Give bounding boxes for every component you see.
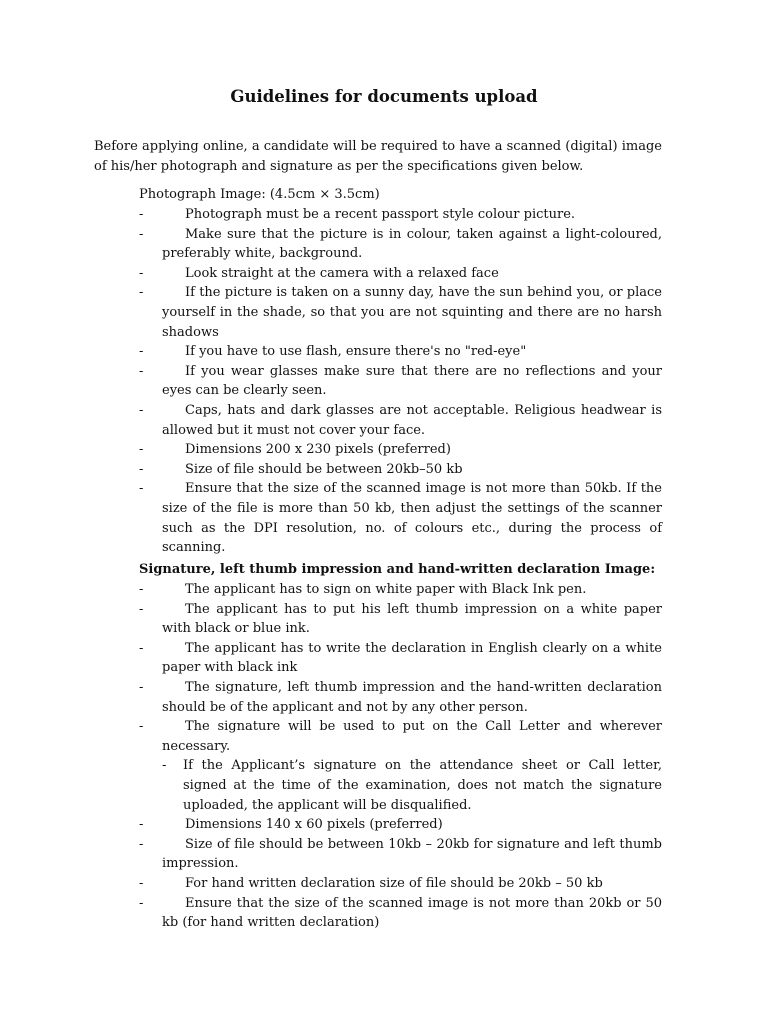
bullet-dash: - bbox=[139, 461, 144, 477]
list-item: - If you have to use flash, ensure there's no "red-eye" bbox=[162, 342, 662, 362]
list-item: - The applicant has to write the declaration in English clearly on a white paper with black ink bbox=[139, 640, 662, 676]
list-item: - The signature will be used to put on the Call Letter and wherever necessary. bbox=[139, 719, 662, 754]
intro-paragraph: Before applying online, a candidate will be required to have a scanned (digital) image of his/her photograph and signature as per the specifications given below. bbox=[94, 139, 662, 174]
bullet-dash: - bbox=[162, 758, 167, 774]
list-item: - If you wear glasses make sure that there are no reflections and your eyes can be clearly seen. bbox=[139, 363, 662, 399]
bullet-dash: - bbox=[139, 640, 144, 656]
list-item: - The applicant has to put his left thumb impression on a white paper with black or blue ink. bbox=[139, 601, 662, 637]
list-item: - For hand written declaration size of file should be 20kb – 50 kb bbox=[162, 874, 662, 894]
signature-heading: Signature, left thumb impression and hand-written declaration Image: bbox=[139, 562, 656, 577]
list-item: - Look straight at the camera with a relaxed face bbox=[162, 264, 662, 284]
bullet-dash: - bbox=[139, 285, 144, 301]
bullet-dash: - bbox=[139, 875, 144, 891]
signature-section bbox=[139, 560, 662, 933]
list-item: - Size of file should be between 10kb – 20kb for signature and left thumb impression. bbox=[139, 836, 662, 872]
list-item: - Size of file should be between 20kb–50 kb bbox=[162, 460, 662, 480]
photograph-section bbox=[139, 185, 662, 558]
bullet-dash: - bbox=[139, 207, 144, 222]
list-item: - The signature, left thumb impression and the hand-written declaration should be of the applicant and not by any other person. bbox=[139, 679, 662, 715]
photograph-heading: Photograph Image: (4.5cm × 3.5cm) bbox=[139, 187, 380, 202]
bullet-dash: - bbox=[139, 265, 144, 281]
document-title: Guidelines for documents upload bbox=[230, 87, 538, 106]
list-item: - Ensure that the size of the scanned image is not more than 20kb or 50 kb (for hand written declaration) bbox=[139, 895, 662, 931]
photograph-guidelines-list bbox=[139, 205, 662, 558]
bullet-dash: - bbox=[139, 402, 144, 418]
list-item: - Dimensions 200 x 230 pixels (preferred) bbox=[162, 440, 662, 460]
bullet-dash: - bbox=[139, 226, 144, 242]
bullet-dash: - bbox=[139, 817, 144, 833]
list-item: - If the Applicant’s signature on the attendance sheet or Call letter, signed at the time of the examination, does not match the signature uploaded, the applicant will be disqualified. bbox=[162, 758, 662, 813]
list-item: - Dimensions 140 x 60 pixels (preferred) bbox=[162, 815, 662, 835]
bullet-dash: - bbox=[139, 344, 144, 360]
bullet-dash: - bbox=[139, 363, 144, 379]
list-item: - Caps, hats and dark glasses are not acceptable. Religious headwear is allowed but it must not cover your face. bbox=[139, 402, 662, 438]
list-item: - If the picture is taken on a sunny day, have the sun behind you, or place yourself in the shade, so that you are not squinting and there are no harsh shadows bbox=[139, 285, 662, 340]
bullet-dash: - bbox=[139, 895, 144, 911]
list-item: - The applicant has to sign on white paper with Black Ink pen. bbox=[162, 580, 662, 600]
list-item: - Make sure that the picture is in colour, taken against a light-coloured, preferably white, background. bbox=[139, 226, 662, 262]
bullet-dash: - bbox=[139, 601, 144, 617]
bullet-dash: - bbox=[139, 582, 144, 597]
bullet-dash: - bbox=[139, 836, 144, 852]
list-item: - Ensure that the size of the scanned image is not more than 50kb. If the size of the file is more than 50 kb, then adjust the settings of the scanner such as the DPI resolution, no. of colours etc., during the process of scanning. bbox=[139, 481, 662, 556]
bullet-dash: - bbox=[139, 481, 144, 497]
bullet-dash: - bbox=[139, 442, 144, 458]
signature-guidelines-list bbox=[139, 580, 662, 933]
bullet-dash: - bbox=[139, 679, 144, 695]
bullet-dash: - bbox=[139, 719, 144, 735]
list-item: - Photograph must be a recent passport style colour picture. bbox=[162, 205, 662, 225]
